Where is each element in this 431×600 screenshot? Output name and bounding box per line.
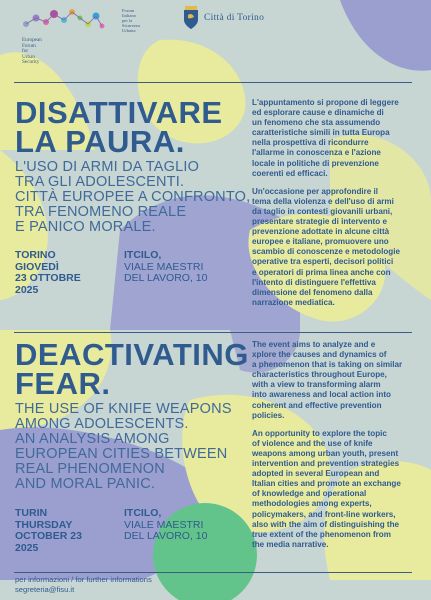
para-line: coerenti ed efficaci. (252, 168, 328, 178)
subtitle-line: E PANICO MORALE. (15, 219, 156, 235)
para-line: caratteristiche simili in tutta Europa (252, 128, 390, 138)
para-line: also with the aim of distinguishing the (252, 519, 400, 529)
para-line: un fenomeno che sta assumendo (252, 118, 381, 128)
para-line: l'allarme in conoscenza e l'azione (252, 148, 381, 158)
footer-label: per informazioni / for further informations (15, 575, 152, 584)
subtitle-line: CITTÀ EUROPEE A CONFRONTO, (15, 189, 251, 205)
paragraph-english-1 (252, 340, 422, 421)
para-line: intervention and prevention strategies (252, 459, 400, 469)
fisu-logo-text: Forum Italiano per la Sicurezza Urbana (122, 8, 140, 33)
subtitle-line: THE USE OF KNIFE WEAPONS (15, 401, 232, 417)
para-line: policymakers, and front-line workers, (252, 509, 396, 519)
para-line: l'intento di distinguere l'effettiva (252, 277, 376, 287)
para-line: nella prospettiva di ricondurre (252, 138, 369, 148)
title-english-line: FEAR. (15, 366, 111, 401)
divider-bottom (14, 572, 412, 573)
para-line: of violence and the use of knife (252, 438, 373, 448)
subtitle-line: AN ANALYSIS AMONG (15, 431, 170, 447)
para-line: tema della violenza e dell'uso di armi (252, 196, 394, 206)
description-italian (252, 98, 422, 316)
date-weekday: THURSDAY (15, 518, 73, 531)
paragraph-italian-1 (252, 98, 422, 179)
title-english (15, 337, 249, 401)
paragraph-italian-2 (252, 187, 422, 308)
divider-middle (14, 332, 412, 333)
para-line: narrazione mediatica. (252, 297, 335, 307)
para-line: true extent of the phenomenon from (252, 529, 391, 539)
subtitle-line: L'USO DI ARMI DA TAGLIO (15, 159, 200, 175)
efus-logo-text: European Forum for Urban Security (22, 37, 42, 66)
date-city: TORINO (15, 249, 56, 261)
para-line: Italian cities and promote an exchange (252, 479, 401, 489)
title-italian-line: DISATTIVARE (15, 95, 223, 130)
para-line: europee e italiane, promuovere uno (252, 237, 389, 247)
torino-logo (182, 6, 302, 34)
date-italian (15, 250, 81, 296)
torino-crest-icon (182, 6, 200, 30)
date-year: 2025 (15, 283, 39, 296)
footer (15, 575, 152, 595)
para-line: locale in politiche di prevenzione (252, 158, 379, 168)
torino-logo-text: Città di Torino (204, 13, 265, 23)
title-italian (15, 95, 223, 159)
subtitle-english (15, 402, 232, 492)
date-english (15, 508, 82, 554)
para-line: into awareness and local action into (252, 390, 391, 400)
para-line: methodologies among experts, (252, 499, 372, 509)
para-line: operative tra esperti, decisori politici (252, 257, 394, 267)
para-line: prevenzione adottate in alcune città (252, 227, 390, 237)
para-line: policies. (252, 410, 285, 420)
para-line: with a view to transforming alarm (252, 380, 381, 390)
para-line: adopted in several European and (252, 469, 380, 479)
subtitle-line: AMONG ADOLESCENTS. (15, 416, 189, 432)
para-line: xplore the causes and dynamics of (252, 350, 387, 360)
paragraph-english-2 (252, 429, 422, 550)
para-line: characteristics throughout Europe, (252, 370, 387, 380)
place-venue: ITCILO, (124, 507, 162, 519)
para-line: of knowledge and operational (252, 489, 367, 499)
para-line: a phenomenon that is taking on similar (252, 360, 403, 370)
place-street: DEL LAVORO, 10 (124, 530, 208, 542)
para-line: da taglio in contesti giovanili urbani, (252, 206, 393, 216)
subtitle-italian (15, 160, 250, 235)
date-year: 2025 (15, 541, 39, 554)
subtitle-line: TRA GLI ADOLESCENTI. (15, 174, 185, 190)
date-city: TURIN (15, 507, 48, 519)
place-italian (124, 250, 207, 285)
description-english (252, 340, 422, 558)
para-line: presentare strategie di intervento e (252, 217, 387, 227)
place-street: VIALE MAESTRI (124, 518, 204, 531)
para-line: the media narrative. (252, 539, 329, 549)
place-venue: ITCILO, (124, 249, 162, 261)
para-line: An opportunity to explore the topic (252, 428, 387, 438)
para-line: scambio di conoscenze e metodologie (252, 247, 400, 257)
subtitle-line: EUROPEAN CITIES BETWEEN (15, 446, 228, 462)
date-day: OCTOBER 23 (15, 530, 82, 542)
place-street: DEL LAVORO, 10 (124, 272, 208, 284)
subtitle-line: REAL PHENOMENON (15, 461, 165, 477)
place-street: VIALE MAESTRI (124, 260, 204, 273)
para-line: ed esplorare cause e dinamiche di (252, 108, 384, 118)
footer-email-link[interactable]: segreteria@fisu.it (15, 585, 75, 594)
date-weekday: GIOVEDÌ (15, 260, 59, 273)
para-line: coherent and effective prevention (252, 400, 382, 410)
divider-top (14, 82, 412, 83)
title-italian-line: LA PAURA. (15, 124, 185, 159)
para-line: Un'occasione per approfondire il (252, 186, 379, 196)
para-line: dimensione del fenomeno dalla (252, 287, 373, 297)
para-line: L'appuntamento si propone di leggere (252, 98, 399, 107)
efus-logo (14, 6, 109, 68)
subtitle-line: AND MORAL PANIC. (15, 476, 156, 492)
title-english-line: DEACTIVATING (15, 337, 249, 372)
efus-dots-icon (14, 6, 109, 36)
para-line: weapons among urban youth, present (252, 448, 399, 458)
date-day: 23 OTTOBRE (15, 272, 81, 284)
para-line: e operatori di prima linea anche con (252, 267, 391, 277)
subtitle-line: TRA FENOMENO REALE (15, 204, 187, 220)
place-english (124, 508, 207, 543)
para-line: The event aims to analyze and e (252, 340, 376, 349)
